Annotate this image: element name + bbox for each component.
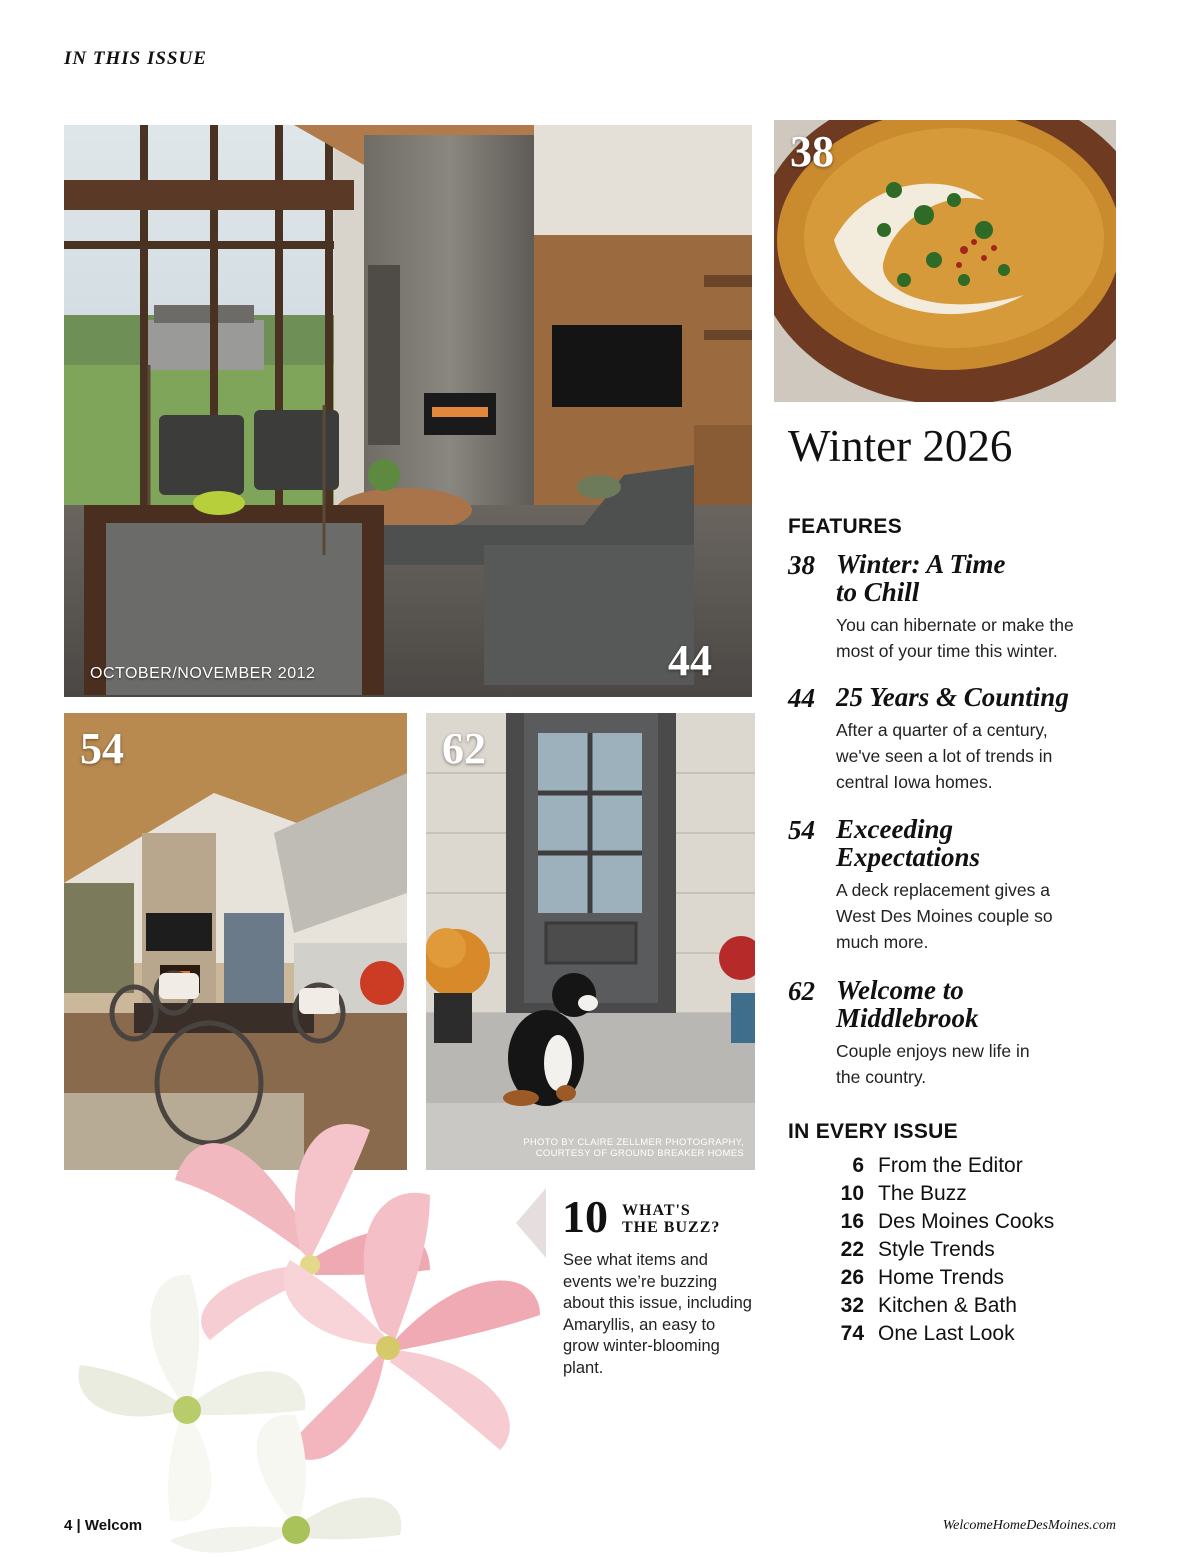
feature-description [836, 1038, 1128, 1090]
living-room-illustration [64, 125, 752, 697]
feature-page-number: 38 [788, 550, 815, 580]
issue-title: Winter 2026 [788, 421, 1013, 471]
feature-title-line-1: Winter: A Time [836, 549, 1006, 579]
feature-description-line-2: we've seen a lot of trends in [836, 746, 1053, 766]
feature-page-number: 44 [788, 683, 815, 713]
feature-description-line-3: much more. [836, 932, 929, 952]
feature-title [836, 683, 1128, 711]
feature-title-line-1: Welcome to [836, 975, 964, 1005]
feature-item[interactable] [788, 815, 1128, 955]
feature-description [836, 612, 1128, 664]
feature-item[interactable] [788, 976, 1128, 1090]
every-issue-page-number: 32 [840, 1294, 864, 1317]
soup-photo[interactable] [774, 120, 1116, 402]
every-issue-item[interactable] [828, 1236, 1054, 1264]
footer-website-link[interactable]: WelcomeHomeDesMoines.com [942, 1518, 1116, 1533]
photo-credit-line-2: COURTESY OF GROUND BREAKER HOMES [535, 1148, 744, 1159]
page-number-44: 44 [668, 636, 712, 685]
buzz-heading-line-2: THE BUZZ? [622, 1219, 721, 1236]
buzz-heading [622, 1202, 720, 1236]
every-issue-item[interactable] [828, 1152, 1054, 1180]
every-issue-page-number: 6 [852, 1154, 864, 1177]
every-issue-item[interactable] [828, 1320, 1054, 1348]
buzz-description: See what items and events we’re buzzing about this issue, including Amaryllis, an easy to grow winter-blooming plant. [563, 1251, 752, 1377]
feature-page-number: 62 [788, 976, 815, 1006]
every-issue-page-number: 22 [840, 1238, 864, 1261]
page-number-38: 38 [790, 127, 834, 176]
feature-description-line-3: central Iowa homes. [836, 772, 993, 792]
every-issue-label: The Buzz [878, 1182, 967, 1205]
feature-description-line-1: After a quarter of a century, [836, 720, 1048, 740]
every-issue-label: One Last Look [878, 1322, 1015, 1345]
every-issue-label: Style Trends [878, 1238, 995, 1261]
every-issue-item[interactable] [828, 1208, 1054, 1236]
every-issue-page-number: 16 [840, 1210, 864, 1233]
features-heading: FEATURES [788, 515, 903, 538]
feature-description-line-1: Couple enjoys new life in [836, 1041, 1030, 1061]
every-issue-label: Kitchen & Bath [878, 1294, 1017, 1317]
every-issue-label: Des Moines Cooks [878, 1210, 1055, 1233]
buzz-heading-line-1: WHAT'S [622, 1202, 691, 1219]
feature-description-line-1: A deck replacement gives a [836, 880, 1051, 900]
amaryllis-flowers-image [70, 1100, 560, 1558]
every-issue-label: From the Editor [878, 1154, 1023, 1177]
every-issue-item[interactable] [828, 1180, 1054, 1208]
every-issue-page-number: 74 [840, 1322, 864, 1345]
every-issue-item[interactable] [828, 1292, 1054, 1320]
feature-title-line-2: Middlebrook [836, 1003, 979, 1033]
page-number-54: 54 [80, 724, 124, 773]
feature-description [836, 717, 1128, 795]
buzz-arrow-icon [516, 1188, 546, 1258]
feature-description-line-2: West Des Moines couple so [836, 906, 1053, 926]
feature-title [836, 815, 1128, 871]
every-issue-page-number: 26 [840, 1266, 864, 1289]
every-issue-list [828, 1152, 1054, 1348]
photo-credit-line-1: PHOTO BY CLAIRE ZELLMER PHOTOGRAPHY, [523, 1137, 744, 1148]
feature-description [836, 877, 1128, 955]
feature-description-line-2: most of your time this winter. [836, 641, 1058, 661]
every-issue-label: Home Trends [878, 1266, 1005, 1289]
feature-description-line-2: the country. [836, 1067, 927, 1087]
feature-description-line-1: You can hibernate or make the [836, 615, 1074, 635]
page-number-62: 62 [442, 724, 486, 773]
photo-caption-date: OCTOBER/NOVEMBER 2012 [90, 665, 316, 682]
feature-title-line-1: Exceeding [836, 814, 953, 844]
footer-page-label: 4 | Welcom [64, 1517, 143, 1534]
feature-item[interactable] [788, 683, 1128, 795]
living-room-photo[interactable] [64, 125, 752, 697]
feature-page-number: 54 [788, 815, 815, 845]
feature-title [836, 976, 1128, 1032]
buzz-page-number: 10 [562, 1191, 608, 1242]
feature-title-line-2: to Chill [836, 577, 920, 607]
section-title: IN THIS ISSUE [64, 48, 207, 69]
every-issue-item[interactable] [828, 1264, 1054, 1292]
feature-item[interactable] [788, 550, 1128, 664]
feature-title-line-2: Expectations [836, 842, 981, 872]
feature-title [836, 550, 1128, 606]
every-issue-heading: IN EVERY ISSUE [788, 1120, 958, 1143]
every-issue-page-number: 10 [840, 1182, 864, 1205]
feature-title-line-1: 25 Years & Counting [836, 682, 1069, 712]
